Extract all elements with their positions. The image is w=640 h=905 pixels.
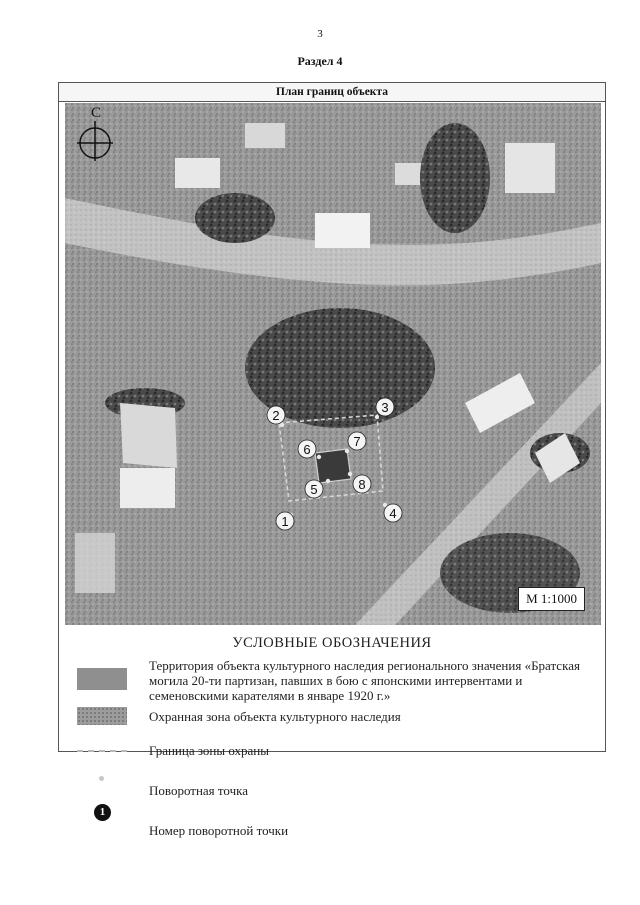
plan-frame	[58, 82, 606, 838]
building	[315, 213, 370, 248]
building	[175, 158, 220, 188]
legend-row-point	[77, 773, 597, 798]
compass-letter: С	[91, 105, 102, 121]
page-number: 3	[317, 28, 323, 40]
point-number-icon: 1	[94, 804, 111, 821]
legend-text-border: Граница зоны охраны	[149, 743, 269, 758]
building	[245, 123, 285, 148]
turning-point-label: 5	[310, 482, 318, 497]
legend-text-zone: Охранная зона объекта культурного наследия	[149, 709, 401, 724]
turning-point-label: 3	[381, 400, 389, 415]
legend-title: УСЛОВНЫЕ ОБОЗНАЧЕНИЯ	[232, 635, 432, 651]
turning-point-label: 2	[272, 408, 280, 423]
legend-swatch-territory	[77, 668, 127, 690]
turning-point-dot	[326, 479, 330, 483]
trees	[195, 193, 275, 243]
section-title: Раздел 4	[297, 54, 343, 68]
turning-point-label: 1	[281, 514, 289, 529]
trees	[420, 123, 490, 233]
legend-swatch-number	[77, 804, 127, 822]
turning-point-dot	[280, 423, 284, 427]
turning-point-dot	[348, 472, 352, 476]
plan-header: План границ объекта	[59, 83, 605, 102]
legend-swatch-point	[77, 774, 127, 784]
object-territory	[315, 449, 351, 483]
building	[505, 143, 555, 193]
legend-text-point: Поворотная точка	[149, 783, 249, 798]
legend-text-number: Номер поворотной точки	[149, 823, 289, 838]
building	[120, 403, 177, 468]
aerial-map	[65, 103, 601, 625]
building	[120, 468, 175, 508]
turning-point-label: 4	[389, 506, 397, 521]
legend-swatch-zone	[77, 707, 127, 725]
legend-swatch-border	[77, 750, 127, 752]
legend-row-number	[77, 805, 597, 838]
aerial-map-svg	[65, 103, 601, 625]
turning-point-label: 6	[303, 442, 311, 457]
turning-point-dot	[345, 449, 349, 453]
building	[75, 533, 115, 593]
turning-point-label: 8	[358, 477, 366, 492]
turning-point-dot	[375, 415, 379, 419]
legend-text-territory: Территория объекта культурного наследия регионального значения «Братская могила 20-ти партизан, павших в бою с японскими интервентами и семеновскими карателями в январе 1920 г.»	[149, 658, 580, 703]
turning-point-dot	[317, 455, 321, 459]
scale-label: М 1:1000	[518, 587, 585, 611]
turning-point-label: 7	[353, 434, 361, 449]
